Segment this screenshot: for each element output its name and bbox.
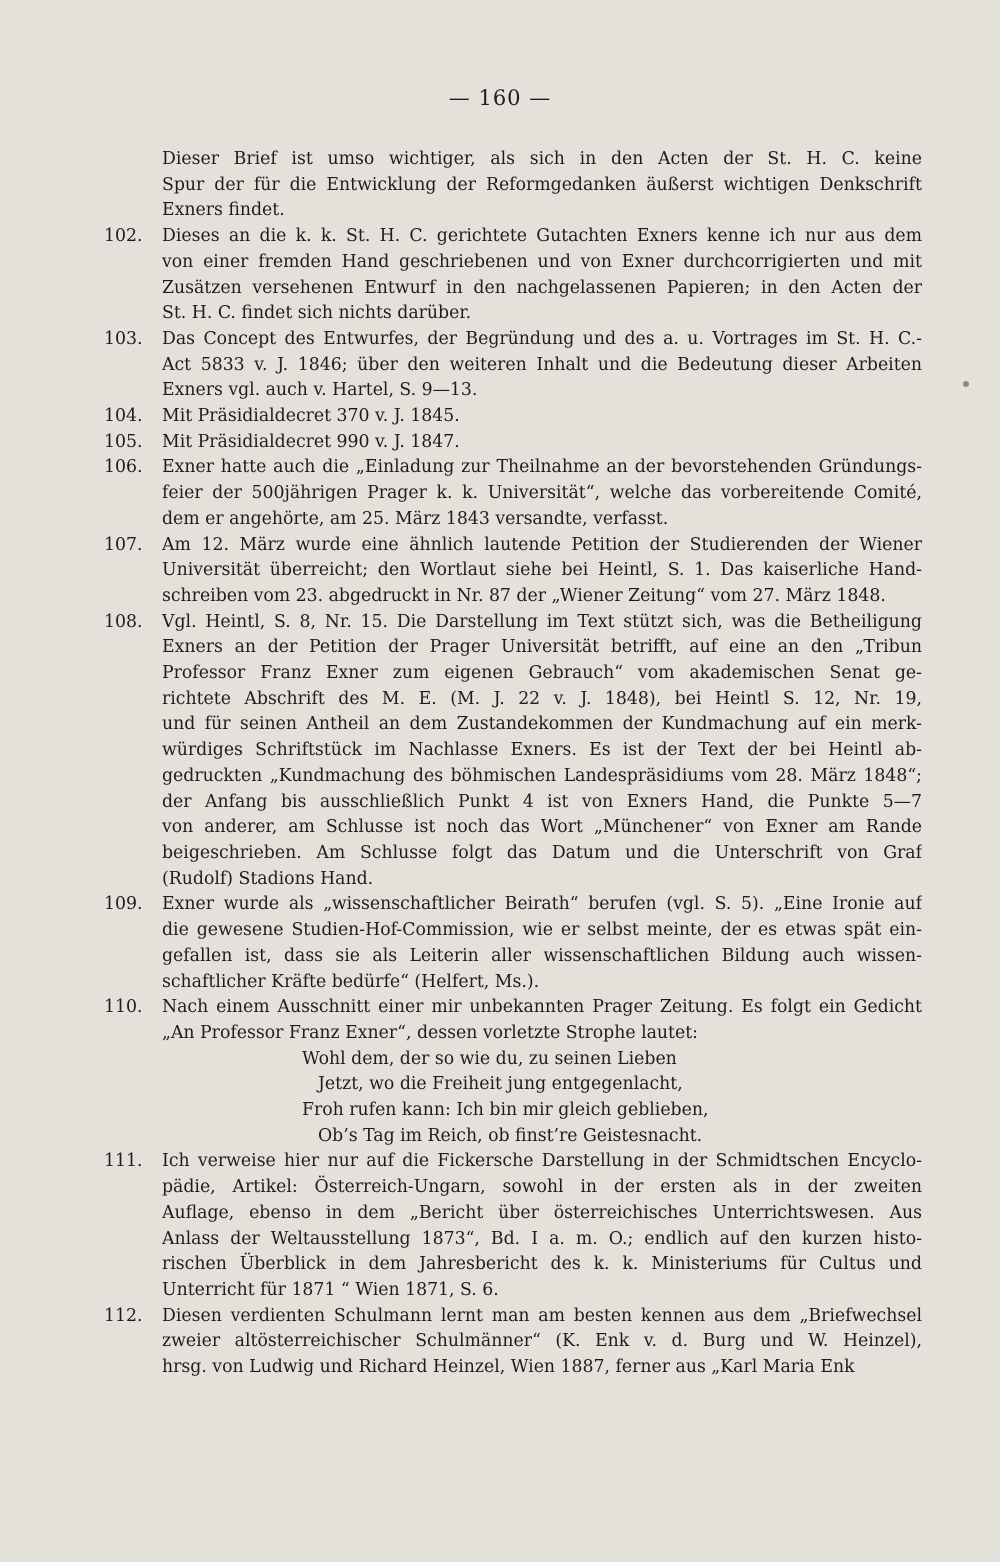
note-number: 110. <box>104 997 143 1018</box>
note-line: Exner hatte auch die „Einladung zur Theilnahme an der bevorstehenden Gründungs- <box>162 457 922 478</box>
endnote <box>104 533 922 610</box>
note-line: Dieser Brief ist umso wichtiger, als sich in den Acten der St. H. C. keine <box>162 149 922 169</box>
note-line: Vgl. Heintl, S. 8, Nr. 15. Die Darstellung im Text stützt sich, was die Betheiligung <box>162 611 922 632</box>
note-line: dem er angehörte, am 25. März 1843 versandte, verfasst. <box>162 508 669 529</box>
note-line: rischen Überblick in dem Jahresbericht des k. k. Ministeriums für Cultus und <box>162 1254 922 1275</box>
note-line: Exners vgl. auch v. Hartel, S. 9—13. <box>162 380 478 401</box>
note-line: richtete Abschrift des M. E. (M. J. 22 v. J. 1848), bei Heintl S. 12, Nr. 19, <box>162 688 922 709</box>
note-line: Universität überreicht; den Wortlaut siehe bei Heintl, S. 1. Das kaiserliche Hand- <box>162 560 922 581</box>
note-line: Act 5833 v. J. 1846; über den weiteren Inhalt und die Bedeutung dieser Arbeiten <box>162 354 922 375</box>
note-number: 102. <box>104 226 143 247</box>
note-number: 105. <box>104 431 143 452</box>
note-line: Auflage, ebenso in dem „Bericht über österreichisches Unterrichtswesen. Aus <box>162 1202 922 1223</box>
note-line: Am 12. März wurde eine ähnlich lautende Petition der Studierenden der Wiener <box>162 534 922 555</box>
verse-line: Wohl dem, der so wie du, zu seinen Lieben <box>302 1048 677 1069</box>
verse-line: Ob’s Tag im Reich, ob finst’re Geistesnacht. <box>318 1125 703 1146</box>
note-line: Mit Präsidialdecret 990 v. J. 1847. <box>162 431 460 452</box>
note-line: beigeschrieben. Am Schlusse folgt das Datum und die Unterschrift von Graf <box>162 842 922 863</box>
note-line: würdiges Schriftstück im Nachlasse Exners. Es ist der Text der bei Heintl ab- <box>162 740 922 761</box>
endnote <box>104 1304 922 1381</box>
note-line: pädie, Artikel: Österreich-Ungarn, sowohl in der ersten als in der zweiten <box>162 1177 922 1198</box>
note-line: St. H. C. findet sich nichts darüber. <box>162 303 472 324</box>
endnote <box>104 147 922 224</box>
note-line: von anderer, am Schlusse ist noch das Wort „Münchener“ von Exner am Rande <box>162 817 922 838</box>
note-line: schreiben vom 23. abgedruckt in Nr. 87 der „Wiener Zeitung“ vom 27. März 1848. <box>162 585 886 606</box>
note-line: Professor Franz Exner zum eigenen Gebrauch“ vom akademischen Senat ge- <box>162 663 922 684</box>
note-number: 106. <box>104 457 143 478</box>
endnote <box>104 1149 922 1303</box>
endnote <box>104 327 922 404</box>
note-line: gefallen ist, dass sie als Leiterin aller wissenschaftlichen Bildung auch wissen- <box>162 945 922 966</box>
note-line: Zusätzen versehenen Entwurf in den nachgelassenen Papieren; in den Acten der <box>162 277 922 298</box>
note-line: und für seinen Antheil an dem Zustandekommen der Kundmachung auf ein merk- <box>162 714 922 735</box>
endnote <box>104 224 922 327</box>
note-number: 104. <box>104 406 143 427</box>
note-line: feier der 500jährigen Prager k. k. Universität“, welche das vorbereitende Comité, <box>162 483 922 504</box>
note-line: Anlass der Weltausstellung 1873“, Bd. I a. m. O.; endlich auf den kurzen histo- <box>162 1228 922 1249</box>
note-line: gedruckten „Kundmachung des böhmischen Landespräsidiums vom 28. März 1848“; <box>162 765 922 786</box>
endnote <box>104 995 922 1149</box>
note-number: 112. <box>104 1305 143 1326</box>
endnote <box>104 455 922 532</box>
note-number: 107. <box>104 534 143 555</box>
note-line: Exner wurde als „wissenschaftlicher Beirath“ berufen (vgl. S. 5). „Eine Ironie auf <box>162 894 922 915</box>
note-line: Diesen verdienten Schulmann lernt man am besten kennen aus dem „Briefwechsel <box>162 1305 922 1326</box>
note-line: hrsg. von Ludwig und Richard Heinzel, Wien 1887, ferner aus „Karl Maria Enk <box>162 1357 855 1378</box>
note-line: Dieses an die k. k. St. H. C. gerichtete Gutachten Exners kenne ich nur aus dem <box>162 226 922 247</box>
note-number: 108. <box>104 611 143 632</box>
paper-speck <box>963 381 969 387</box>
note-line: (Rudolf) Stadions Hand. <box>162 868 374 889</box>
note-line: Spur der für die Entwicklung der Reformgedanken äußerst wichtigen Denkschrift <box>162 174 922 195</box>
note-number: 111. <box>104 1151 143 1172</box>
note-line: Nach einem Ausschnitt einer mir unbekannten Prager Zeitung. Es folgt ein Gedicht <box>162 997 922 1018</box>
note-line: Exners an der Petition der Prager Universität betrifft, auf eine an den „Tribun <box>162 637 922 658</box>
note-line: Ich verweise hier nur auf die Fickersche Darstellung in der Schmidtschen Encyclo- <box>162 1151 922 1172</box>
note-number: 103. <box>104 328 143 349</box>
note-line: Exners findet. <box>162 200 285 221</box>
note-line: schaftlicher Kräfte bedürfe“ (Helfert, Ms.). <box>162 971 540 992</box>
page-number: — 160 — <box>448 86 552 110</box>
note-line: zweier altösterreichischer Schulmänner“ (K. Enk v. d. Burg und W. Heinzel), <box>162 1331 922 1352</box>
note-line: Das Concept des Entwurfes, der Begründung und des a. u. Vortrages im St. H. C.- <box>162 328 922 349</box>
endnote <box>104 404 922 430</box>
endnote <box>104 430 922 456</box>
note-line: „An Professor Franz Exner“, dessen vorletzte Strophe lautet: <box>162 1022 698 1043</box>
note-line: Mit Präsidialdecret 370 v. J. 1845. <box>162 406 460 427</box>
note-line: die gewesene Studien-Hof-Commission, wie er selbst meinte, der es etwas spät ein- <box>162 920 922 941</box>
endnotes <box>104 147 922 1381</box>
verse-line: Jetzt, wo die Freiheit jung entgegenlacht, <box>318 1074 683 1095</box>
note-number: 109. <box>104 894 143 915</box>
endnote <box>104 892 922 995</box>
note-line: Unterricht für 1871 “ Wien 1871, S. 6. <box>162 1279 499 1300</box>
note-line: der Anfang bis ausschließlich Punkt 4 ist von Exners Hand, die Punkte 5—7 <box>162 791 922 812</box>
verse-line: Froh rufen kann: Ich bin mir gleich geblieben, <box>302 1100 709 1121</box>
endnote <box>104 610 922 893</box>
note-line: von einer fremden Hand geschriebenen und von Exner durchcorrigierten und mit <box>162 251 922 272</box>
